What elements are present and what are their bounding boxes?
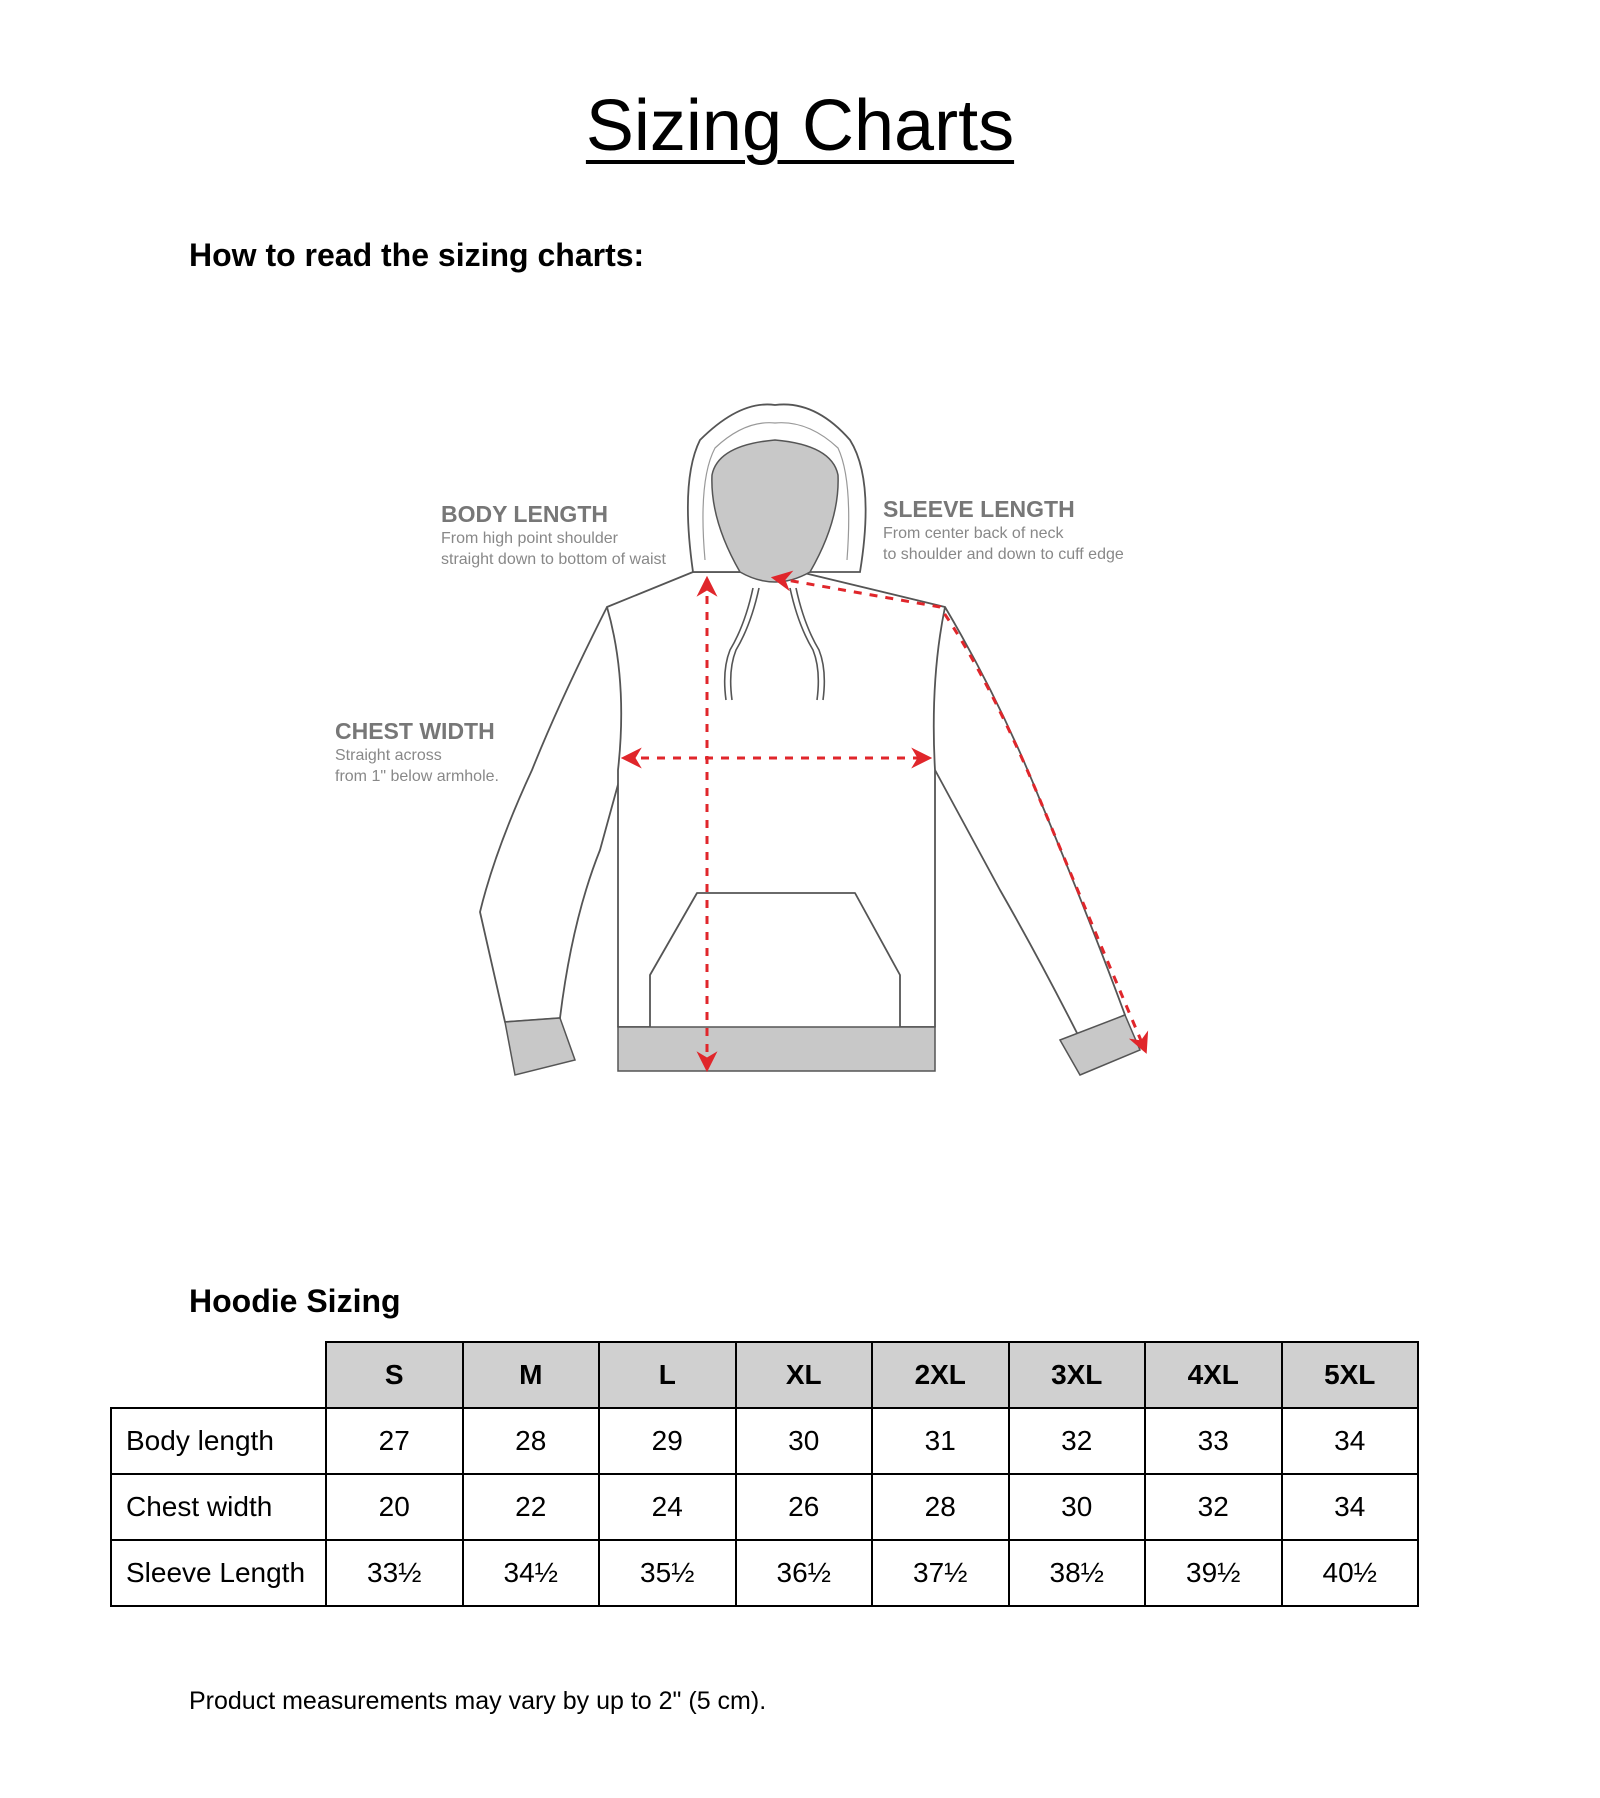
table-corner — [111, 1342, 326, 1408]
size-header: 2XL — [872, 1342, 1009, 1408]
table-cell: 24 — [599, 1474, 736, 1540]
row-label: Sleeve Length — [111, 1540, 326, 1606]
sleeve-length-label-line1: From center back of neck — [883, 525, 1064, 542]
page-title: Sizing Charts — [585, 86, 1015, 166]
table-cell: 37½ — [872, 1540, 1009, 1606]
table-cell: 29 — [599, 1408, 736, 1474]
table-cell: 20 — [326, 1474, 463, 1540]
body-length-label-title: BODY LENGTH — [441, 501, 608, 527]
table-row — [111, 1408, 1418, 1474]
table-cell: 32 — [1145, 1474, 1282, 1540]
left-cuff — [505, 1018, 575, 1075]
table-cell: 40½ — [1282, 1540, 1419, 1606]
size-header: L — [599, 1342, 736, 1408]
how-to-read-heading: How to read the sizing charts: — [189, 237, 645, 273]
size-header: 5XL — [1282, 1342, 1419, 1408]
table-row — [111, 1474, 1418, 1540]
table-row — [111, 1540, 1418, 1606]
row-label: Body length — [111, 1408, 326, 1474]
table-cell: 36½ — [736, 1540, 873, 1606]
table-cell: 35½ — [599, 1540, 736, 1606]
table-cell: 33½ — [326, 1540, 463, 1606]
chest-width-label-line2: from 1" below armhole. — [335, 768, 499, 785]
table-cell: 27 — [326, 1408, 463, 1474]
sleeve-length-label-title: SLEEVE LENGTH — [883, 496, 1075, 522]
row-label: Chest width — [111, 1474, 326, 1540]
hoodie-sizing-heading: Hoodie Sizing — [189, 1283, 401, 1319]
hoodie-size-table — [110, 1341, 1419, 1607]
size-header: 3XL — [1009, 1342, 1146, 1408]
table-cell: 39½ — [1145, 1540, 1282, 1606]
size-header: 4XL — [1145, 1342, 1282, 1408]
table-cell: 34 — [1282, 1474, 1419, 1540]
body-length-label-line2: straight down to bottom of waist — [441, 551, 666, 568]
body-length-label-line1: From high point shoulder — [441, 530, 618, 547]
chest-width-label-title: CHEST WIDTH — [335, 718, 495, 744]
hem-rib — [618, 1027, 935, 1071]
table-cell: 30 — [1009, 1474, 1146, 1540]
chest-width-label-line1: Straight across — [335, 747, 442, 764]
table-cell: 22 — [463, 1474, 600, 1540]
size-header-row — [111, 1342, 1418, 1408]
table-cell: 33 — [1145, 1408, 1282, 1474]
size-header: M — [463, 1342, 600, 1408]
table-cell: 26 — [736, 1474, 873, 1540]
table-cell: 28 — [463, 1408, 600, 1474]
size-header: S — [326, 1342, 463, 1408]
table-cell: 38½ — [1009, 1540, 1146, 1606]
table-cell: 31 — [872, 1408, 1009, 1474]
footnote: Product measurements may vary by up to 2" (5 cm). — [189, 1687, 767, 1715]
table-cell: 30 — [736, 1408, 873, 1474]
table-cell: 32 — [1009, 1408, 1146, 1474]
hoodie-outline — [480, 572, 1125, 1035]
table-cell: 34 — [1282, 1408, 1419, 1474]
size-header: XL — [736, 1342, 873, 1408]
table-cell: 28 — [872, 1474, 1009, 1540]
sleeve-length-label-line2: to shoulder and down to cuff edge — [883, 546, 1124, 563]
table-cell: 34½ — [463, 1540, 600, 1606]
